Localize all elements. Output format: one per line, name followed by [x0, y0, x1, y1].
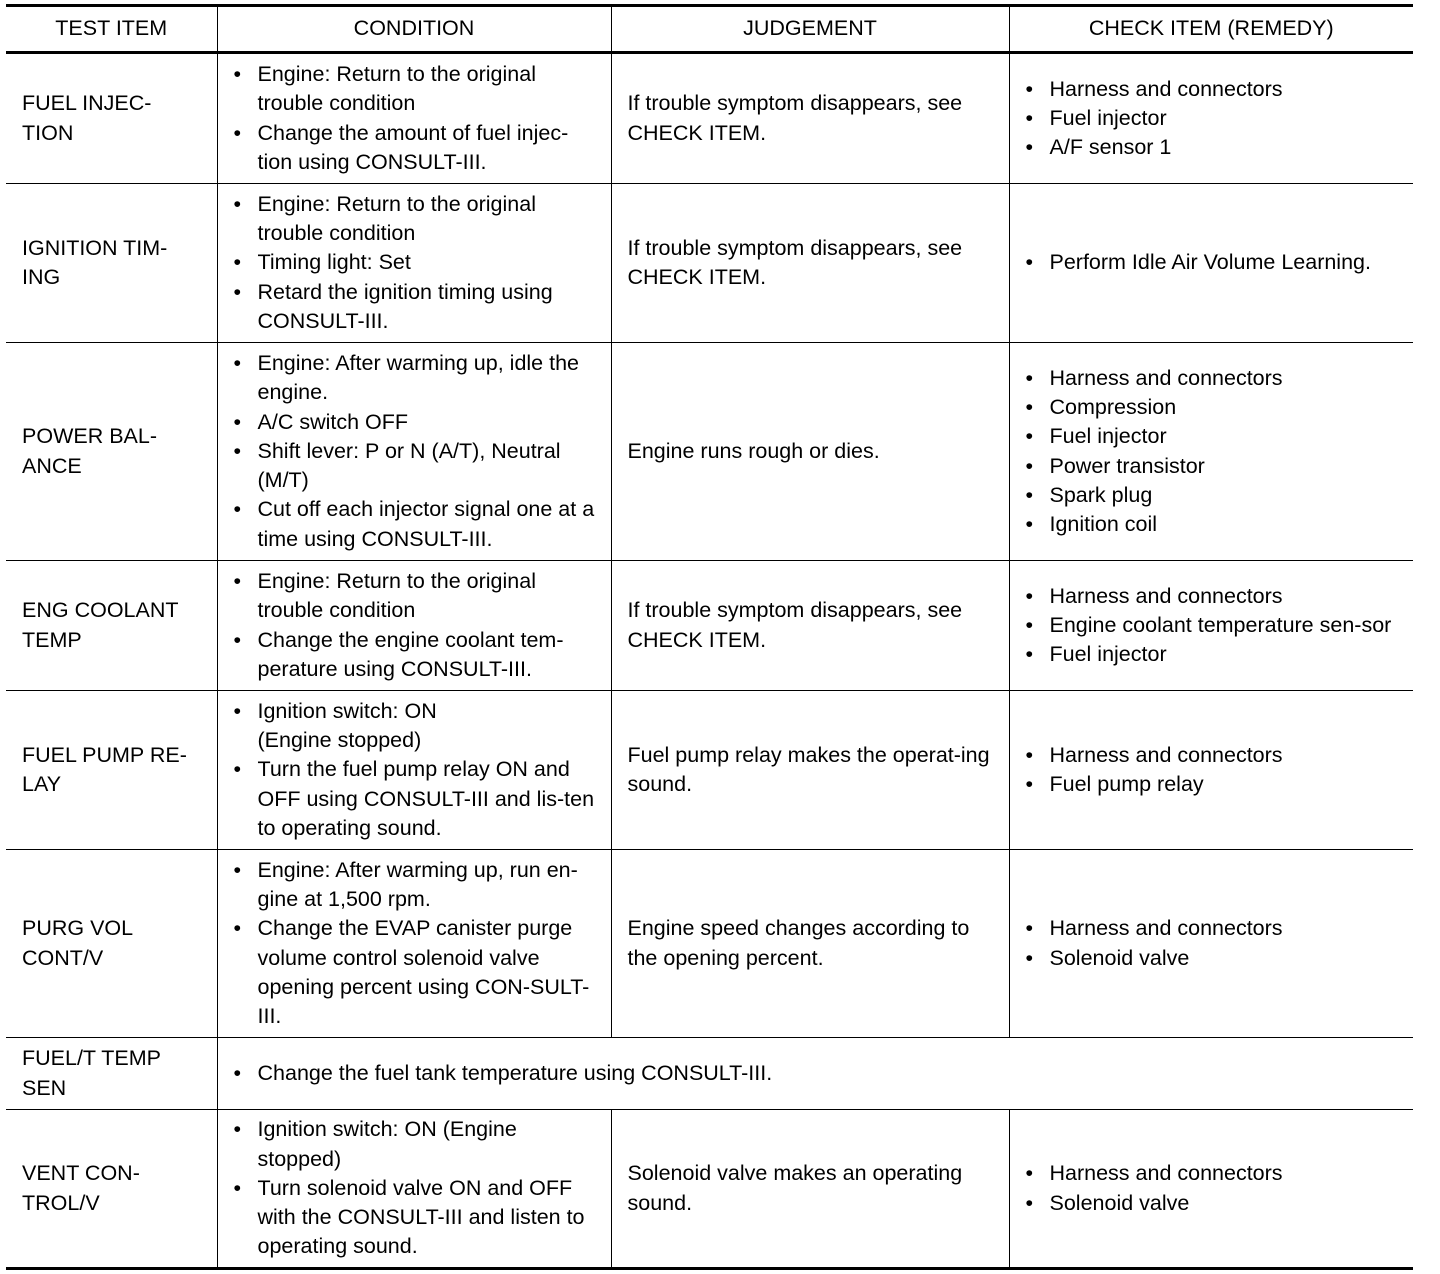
check-item: • A/F sensor 1 [1026, 133, 1406, 162]
condition-list [234, 349, 603, 553]
condition-list [234, 697, 603, 843]
check-item-list [1026, 741, 1406, 799]
header-judgement: JUDGEMENT [611, 6, 1009, 53]
check-item: • Harness and connectors [1026, 741, 1406, 770]
check-item: • Solenoid valve [1026, 944, 1406, 973]
condition-cell [217, 343, 611, 561]
check-item-cell [1009, 561, 1413, 691]
judgement-cell [611, 184, 1009, 343]
test-item-label: FUEL PUMP RE- LAY [22, 742, 187, 796]
check-item: • Harness and connectors [1026, 1159, 1406, 1188]
check-item-list [1026, 582, 1406, 670]
check-item-cell [1009, 850, 1413, 1038]
table-row [6, 184, 1413, 343]
judgement-text: Fuel pump relay makes the operat-ing sound. [627, 742, 990, 796]
test-item-cell [6, 1110, 217, 1269]
check-item: • Power transistor [1026, 452, 1406, 481]
condition-item: • Change the fuel tank temperature using CONSULT-III. [234, 1059, 1406, 1088]
judgement-text: If trouble symptom disappears, see CHECK ITEM. [627, 235, 963, 289]
test-item-label: POWER BAL- ANCE [22, 424, 157, 478]
table-row [6, 561, 1413, 691]
condition-item: • Retard the ignition timing using CONSULT-III. [234, 278, 603, 336]
test-item-label: VENT CON- TROL/V [22, 1161, 140, 1215]
judgement-cell [611, 850, 1009, 1038]
judgement-cell [611, 53, 1009, 184]
condition-item: • Engine: Return to the original trouble condition [234, 567, 603, 625]
judgement-cell [611, 343, 1009, 561]
table-row [6, 1110, 1413, 1269]
check-item: • Fuel injector [1026, 640, 1406, 669]
judgement-text: Solenoid valve makes an operating sound. [627, 1161, 963, 1215]
judgement-cell [611, 561, 1009, 691]
check-item: • Compression [1026, 393, 1406, 422]
check-item: • Harness and connectors [1026, 914, 1406, 943]
judgement-text: Engine runs rough or dies. [627, 438, 880, 463]
check-item-cell [1009, 184, 1413, 343]
check-item-cell [1009, 691, 1413, 850]
condition-item: • Engine: After warming up, idle the engine. [234, 349, 603, 407]
test-item-cell [6, 343, 217, 561]
judgement-cell [611, 691, 1009, 850]
condition-cell [217, 184, 611, 343]
check-item: • Harness and connectors [1026, 75, 1406, 104]
condition-item: • Turn the fuel pump relay ON and OFF using CONSULT-III and lis-ten to operating sound. [234, 755, 603, 843]
test-item-label: FUEL INJEC- TION [22, 91, 152, 145]
header-row [6, 6, 1413, 53]
table-row [6, 343, 1413, 561]
condition-item: • Change the amount of fuel injec-tion using CONSULT-III. [234, 119, 603, 177]
judgement-cell [611, 1110, 1009, 1269]
condition-item: • Cut off each injector signal one at a time using CONSULT-III. [234, 495, 603, 553]
check-item-cell [1009, 1110, 1413, 1269]
check-item-list [1026, 1159, 1406, 1217]
test-item-label: ENG COOLANT TEMP [22, 598, 179, 652]
test-item-cell [6, 850, 217, 1038]
condition-item: • Timing light: Set [234, 248, 603, 277]
check-item-cell [1009, 343, 1413, 561]
merged-condition-cell [217, 1038, 1413, 1110]
check-item: • Harness and connectors [1026, 582, 1406, 611]
header-test-item: TEST ITEM [6, 6, 217, 53]
table-row [6, 850, 1413, 1038]
test-item-cell [6, 53, 217, 184]
table-row [6, 1038, 1413, 1110]
header-condition: CONDITION [217, 6, 611, 53]
condition-cell [217, 561, 611, 691]
condition-item: • A/C switch OFF [234, 408, 603, 437]
table-row [6, 691, 1413, 850]
header-check-item: CHECK ITEM (REMEDY) [1009, 6, 1413, 53]
condition-cell [217, 1110, 611, 1269]
condition-list [234, 856, 603, 1031]
condition-list [234, 190, 603, 336]
check-item-list [1026, 248, 1406, 277]
test-item-label: FUEL/T TEMP SEN [22, 1046, 161, 1100]
condition-cell [217, 691, 611, 850]
test-item-cell [6, 184, 217, 343]
test-item-cell [6, 1038, 217, 1110]
test-table [6, 4, 1413, 1270]
check-item: • Fuel injector [1026, 422, 1406, 451]
table-row [6, 53, 1413, 184]
check-item: • Solenoid valve [1026, 1189, 1406, 1218]
condition-list [234, 60, 603, 177]
test-item-label: IGNITION TIM- ING [22, 235, 168, 289]
check-item: • Engine coolant temperature sen-sor [1026, 611, 1406, 640]
condition-item: • Turn solenoid valve ON and OFF with the CONSULT-III and listen to operating sound. [234, 1174, 603, 1262]
check-item: • Harness and connectors [1026, 364, 1406, 393]
check-item: • Fuel injector [1026, 104, 1406, 133]
check-item-list [1026, 75, 1406, 163]
check-item-list [1026, 914, 1406, 972]
test-item-cell [6, 691, 217, 850]
judgement-text: If trouble symptom disappears, see CHECK ITEM. [627, 598, 963, 652]
condition-cell [217, 850, 611, 1038]
check-item-list [1026, 364, 1406, 539]
test-item-cell [6, 561, 217, 691]
condition-list [234, 567, 603, 684]
condition-item: • Shift lever: P or N (A/T), Neutral (M/T) [234, 437, 603, 495]
spec-sheet [6, 4, 1413, 1270]
condition-item: • Engine: Return to the original trouble condition [234, 190, 603, 248]
check-item-cell [1009, 53, 1413, 184]
check-item: • Perform Idle Air Volume Learning. [1026, 248, 1406, 277]
check-item: • Ignition coil [1026, 510, 1406, 539]
condition-item: • Ignition switch: ON (Engine stopped) [234, 697, 603, 755]
condition-item: • Engine: Return to the original trouble condition [234, 60, 603, 118]
judgement-text: If trouble symptom disappears, see CHECK ITEM. [627, 91, 963, 145]
condition-list [234, 1115, 603, 1261]
check-item: • Spark plug [1026, 481, 1406, 510]
test-item-label: PURG VOL CONT/V [22, 916, 134, 970]
condition-item: • Engine: After warming up, run en-gine at 1,500 rpm. [234, 856, 603, 914]
judgement-text: Engine speed changes according to the opening percent. [627, 916, 970, 970]
condition-item: • Ignition switch: ON (Engine stopped) [234, 1115, 603, 1173]
condition-item: • Change the EVAP canister purge volume control solenoid valve opening percent using CON-SULT-III. [234, 914, 603, 1031]
condition-list [234, 1059, 1406, 1088]
condition-cell [217, 53, 611, 184]
check-item: • Fuel pump relay [1026, 770, 1406, 799]
condition-item: • Change the engine coolant tem-perature using CONSULT-III. [234, 626, 603, 684]
